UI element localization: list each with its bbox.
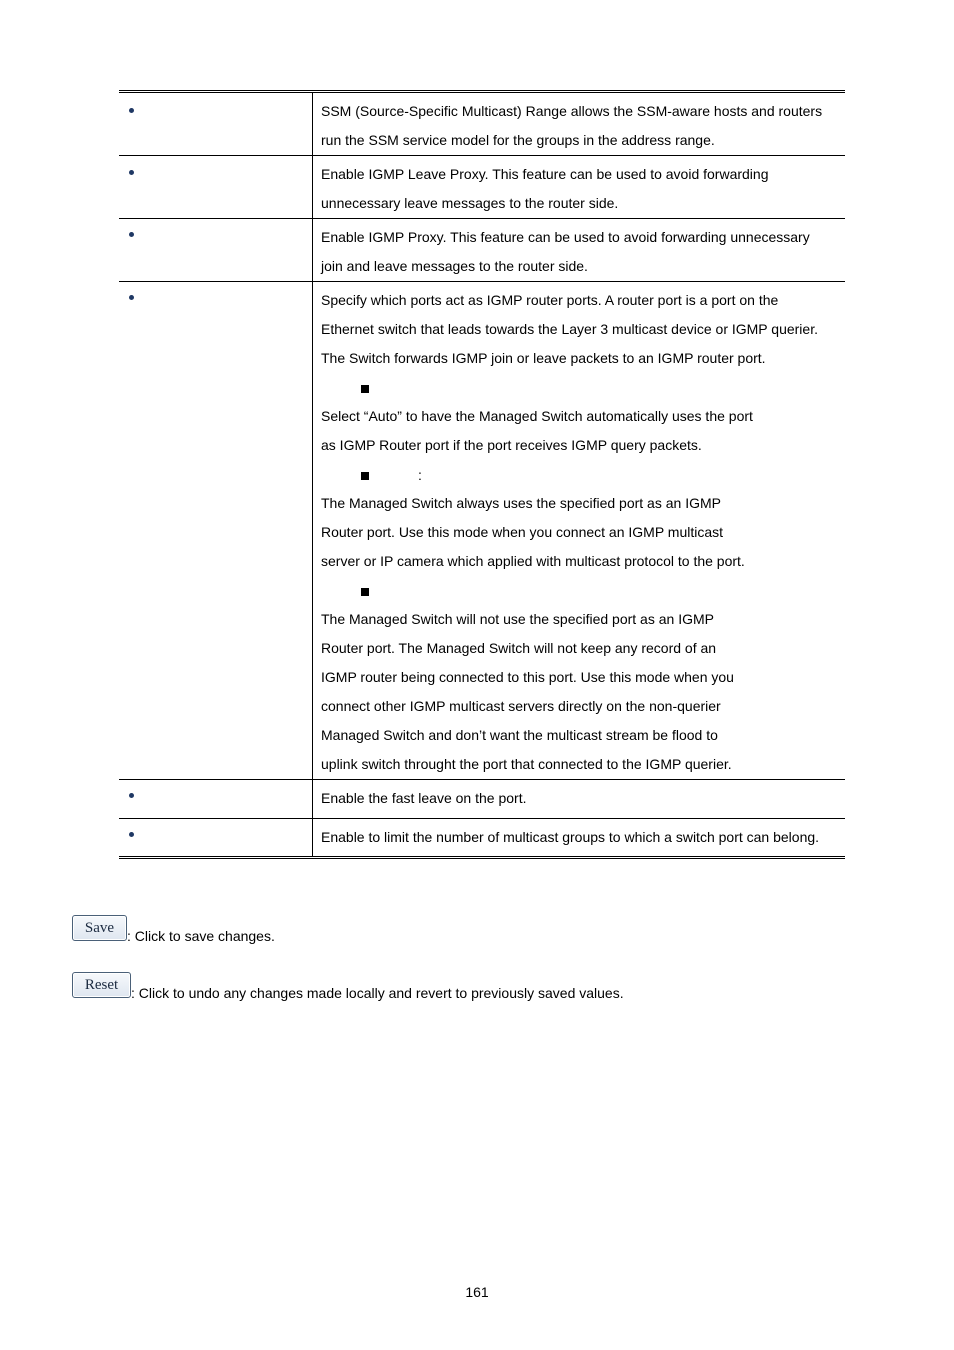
table-row bbox=[119, 780, 845, 819]
description-line: run the SSM service model for the groups in the address range. bbox=[321, 132, 715, 148]
description-line: Enable IGMP Leave Proxy. This feature can be used to avoid forwarding bbox=[321, 166, 769, 182]
param-cell bbox=[119, 92, 313, 156]
page-number: 161 bbox=[465, 1284, 489, 1300]
bullet-icon bbox=[129, 832, 134, 837]
option-line: The Managed Switch will not use the specified port as an IGMP bbox=[321, 611, 714, 627]
bullet-icon bbox=[129, 793, 134, 798]
option-line: Router port. Use this mode when you connect an IGMP multicast bbox=[321, 524, 724, 540]
option-line: The Managed Switch always uses the specified port as an IGMP bbox=[321, 495, 721, 511]
description-line: join and leave messages to the router side. bbox=[321, 258, 588, 274]
option-line: Managed Switch and don’t want the multicast stream be flood to bbox=[321, 727, 718, 743]
description-cell bbox=[313, 819, 846, 858]
bullet-icon bbox=[129, 170, 134, 175]
square-bullet-icon bbox=[361, 588, 369, 596]
bullet-icon bbox=[129, 232, 134, 237]
table-row bbox=[119, 282, 845, 780]
description-line: Ethernet switch that leads towards the Layer 3 multicast device or IGMP querier. bbox=[321, 321, 818, 337]
square-bullet-icon bbox=[361, 472, 369, 480]
reset-button[interactable]: Reset bbox=[72, 972, 131, 998]
description-cell bbox=[313, 780, 846, 819]
option-heading bbox=[321, 373, 837, 402]
option-colon: : bbox=[418, 467, 422, 483]
option-line: server or IP camera which applied with multicast protocol to the port. bbox=[321, 553, 745, 569]
description-line: Enable to limit the number of multicast groups to which a switch port can belong. bbox=[321, 829, 820, 845]
param-cell bbox=[119, 219, 313, 282]
table-row bbox=[119, 156, 845, 219]
reset-row bbox=[72, 972, 624, 1001]
square-bullet-icon bbox=[361, 385, 369, 393]
table-row bbox=[119, 219, 845, 282]
description-cell bbox=[313, 219, 846, 282]
router-option-auto bbox=[249, 373, 837, 460]
description-line: The Switch forwards IGMP join or leave packets to an IGMP router port. bbox=[321, 350, 766, 366]
table-row bbox=[119, 92, 845, 156]
option-line: connect other IGMP multicast servers directly on the non-querier bbox=[321, 698, 721, 714]
option-heading bbox=[321, 576, 837, 605]
save-button[interactable]: Save bbox=[72, 915, 127, 941]
router-option-none bbox=[249, 576, 837, 779]
description-cell bbox=[313, 92, 846, 156]
param-cell bbox=[119, 780, 313, 819]
description-cell bbox=[313, 156, 846, 219]
option-line: as IGMP Router port if the port receives IGMP query packets. bbox=[321, 437, 702, 453]
bullet-icon bbox=[129, 295, 134, 300]
description-line: Enable the fast leave on the port. bbox=[321, 790, 527, 806]
param-cell bbox=[119, 156, 313, 219]
description-cell bbox=[313, 282, 846, 780]
description-line: Enable IGMP Proxy. This feature can be used to avoid forwarding unnecessary bbox=[321, 229, 810, 245]
description-line: unnecessary leave messages to the router side. bbox=[321, 195, 619, 211]
option-heading bbox=[321, 460, 837, 489]
save-row bbox=[72, 915, 275, 944]
option-line: Select “Auto” to have the Managed Switch automatically uses the port bbox=[321, 408, 753, 424]
option-line: uplink switch throught the port that connected to the IGMP querier. bbox=[321, 756, 732, 772]
save-description: : Click to save changes. bbox=[127, 928, 275, 944]
parameter-table bbox=[119, 90, 845, 859]
option-line: IGMP router being connected to this port. Use this mode when you bbox=[321, 669, 734, 685]
param-cell bbox=[119, 819, 313, 858]
description-line: SSM (Source-Specific Multicast) Range allows the SSM-aware hosts and routers bbox=[321, 103, 823, 119]
table-row bbox=[119, 819, 845, 858]
reset-description: : Click to undo any changes made locally and revert to previously saved values. bbox=[131, 985, 624, 1001]
bullet-icon bbox=[129, 108, 134, 113]
description-line: Specify which ports act as IGMP router ports. A router port is a port on the bbox=[321, 292, 779, 308]
option-line: Router port. The Managed Switch will not keep any record of an bbox=[321, 640, 717, 656]
router-option-fixed bbox=[249, 460, 837, 576]
